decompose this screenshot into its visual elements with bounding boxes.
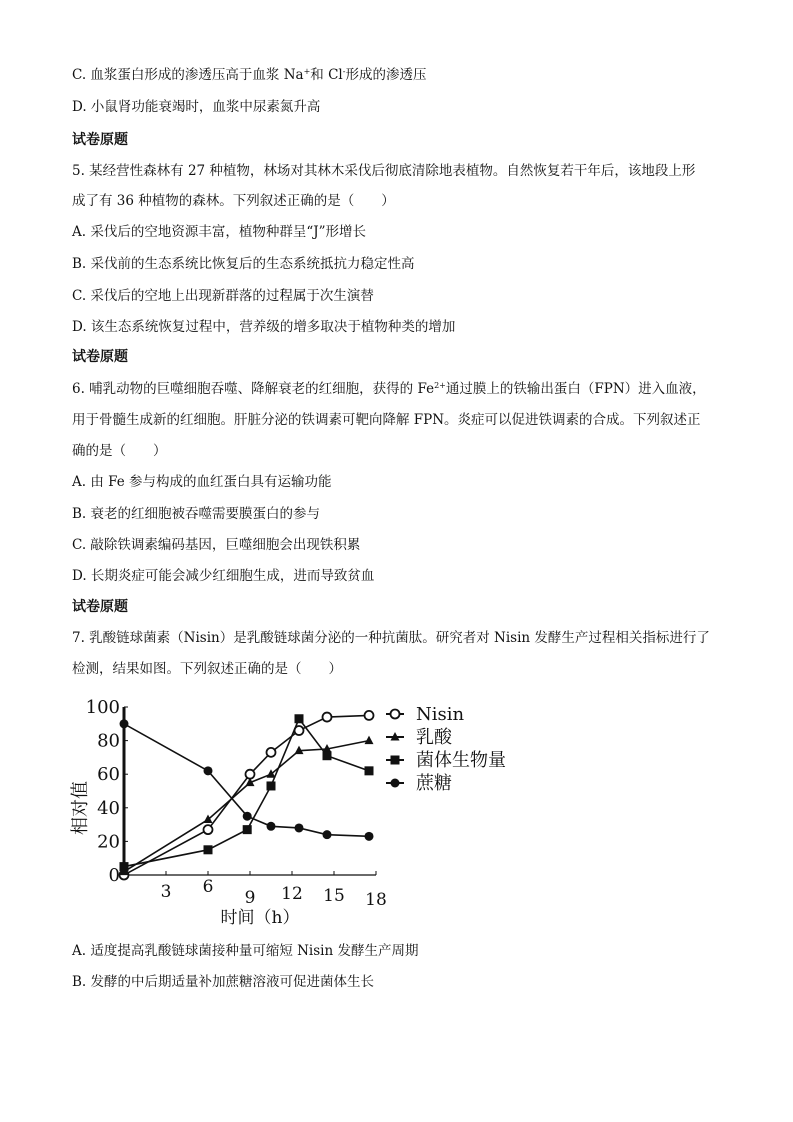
nisin-fermentation-chart <box>60 690 540 935</box>
legend-item <box>386 773 452 794</box>
data-point <box>323 830 332 839</box>
legend-label: 蔗糖 <box>416 773 452 794</box>
data-point <box>323 713 332 722</box>
y-tick-label: 0 <box>108 865 120 886</box>
y-tick-label: 80 <box>97 730 120 752</box>
y-tick-label: 20 <box>97 831 120 853</box>
data-point <box>204 825 213 834</box>
q7-option-b: B. 发酵的中后期适量补加蔗糖溶液可促进菌体生长 <box>72 974 375 990</box>
q6-option-b: B. 衰老的红细胞被吞噬需要膜蛋白的参与 <box>72 506 321 522</box>
data-point <box>365 711 374 720</box>
q5-stem-line2: 成了有 36 种植物的森林。下列叙述正确的是（ ） <box>72 193 395 209</box>
data-point <box>267 748 276 757</box>
q5-option-b: B. 采伐前的生态系统比恢复后的生态系统抵抗力稳定性高 <box>72 256 415 272</box>
data-point <box>243 812 252 821</box>
data-point <box>295 823 304 832</box>
x-tick-label: 18 <box>365 890 387 910</box>
series-line <box>124 741 369 872</box>
q6-option-c: C. 敲除铁调素编码基因，巨噬细胞会出现铁积累 <box>72 537 361 553</box>
q5-stem-line1: 5. 某经营性森林有 27 种植物，林场对其林木采伐后彻底清除地表植物。自然恢复若干年后，该地段上形 <box>72 163 696 179</box>
x-tick-label: 6 <box>202 877 214 897</box>
q6-option-a: A. 由 Fe 参与构成的血红蛋白具有运输功能 <box>72 474 332 490</box>
chart-series <box>120 711 374 880</box>
x-tick-label: 15 <box>323 886 345 906</box>
legend-marker <box>391 710 400 719</box>
series-1 <box>120 736 374 876</box>
data-point <box>204 845 213 854</box>
data-point <box>243 825 252 834</box>
q7-stem-line1: 7. 乳酸链球菌素（Nisin）是乳酸链球菌分泌的一种抗菌肽。研究者对 Nisin 发酵生产过程相关指标进行了 <box>72 630 710 646</box>
q4-option-c: C. 血浆蛋白形成的渗透压高于血浆 Na+和 Cl-形成的渗透压 <box>72 67 427 83</box>
y-tick-label: 100 <box>85 697 120 718</box>
series-0 <box>120 711 374 880</box>
legend-label: 菌体生物量 <box>416 750 506 771</box>
q6-option-d: D. 长期炎症可能会减少红细胞生成，进而导致贫血 <box>72 568 375 584</box>
legend-item <box>386 750 506 771</box>
x-tick-label: 12 <box>281 884 303 904</box>
q5-heading: 试卷原题 <box>72 132 128 148</box>
legend-label: 乳酸 <box>416 727 452 748</box>
legend-item <box>386 727 453 748</box>
q6-stem-line1: 6. 哺乳动物的巨噬细胞吞噬、降解衰老的红细胞，获得的 $Fe^{2+}$通过膜上的铁输出蛋白（FPN）进入血液， <box>72 381 706 397</box>
series-line <box>124 715 369 875</box>
data-point <box>120 719 129 728</box>
legend-item <box>386 704 465 725</box>
q6-stem-line2: 用于骨髓生成新的红细胞。肝脏分泌的铁调素可靶向降解 FPN。炎症可以促进铁调素的合成。下列叙述正 <box>72 412 701 428</box>
q4-option-d: D. 小鼠肾功能衰竭时，血浆中尿素氮升高 <box>72 99 321 115</box>
legend-label: Nisin <box>416 704 465 725</box>
y-tick-label: 40 <box>97 797 120 819</box>
q5-option-a: A. 采伐后的空地资源丰富，植物种群呈“J”形增长 <box>72 224 367 240</box>
x-tick-label: 9 <box>244 888 256 908</box>
chart-legend <box>386 704 506 794</box>
data-point <box>295 714 304 723</box>
legend-marker <box>391 756 400 765</box>
q7-option-a: A. 适度提高乳酸链球菌接种量可缩短 Nisin 发酵生产周期 <box>72 943 419 959</box>
data-point <box>120 862 129 871</box>
x-tick-label: 3 <box>160 882 172 902</box>
q7-stem-line2: 检测，结果如图。下列叙述正确的是（ ） <box>72 661 342 677</box>
data-point <box>365 766 374 775</box>
q5-option-c: C. 采伐后的空地上出现新群落的过程属于次生演替 <box>72 288 374 304</box>
legend-marker <box>391 779 400 788</box>
data-point <box>267 781 276 790</box>
data-point <box>246 770 255 779</box>
q6-stem-line3: 确的是（ ） <box>72 443 167 459</box>
y-axis-label: 相对值 <box>70 781 91 835</box>
data-point <box>365 832 374 841</box>
q6-heading: 试卷原题 <box>72 349 128 365</box>
data-point <box>323 751 332 760</box>
q7-heading: 试卷原题 <box>72 599 128 615</box>
x-axis-label: 时间（h） <box>220 908 300 928</box>
data-point <box>365 736 374 745</box>
data-point <box>204 766 213 775</box>
data-point <box>267 822 276 831</box>
q5-option-d: D. 该生态系统恢复过程中，营养级的增多取决于植物种类的增加 <box>72 319 456 335</box>
y-tick-label: 60 <box>97 764 120 786</box>
series-2 <box>120 714 374 871</box>
series-line <box>124 719 369 867</box>
